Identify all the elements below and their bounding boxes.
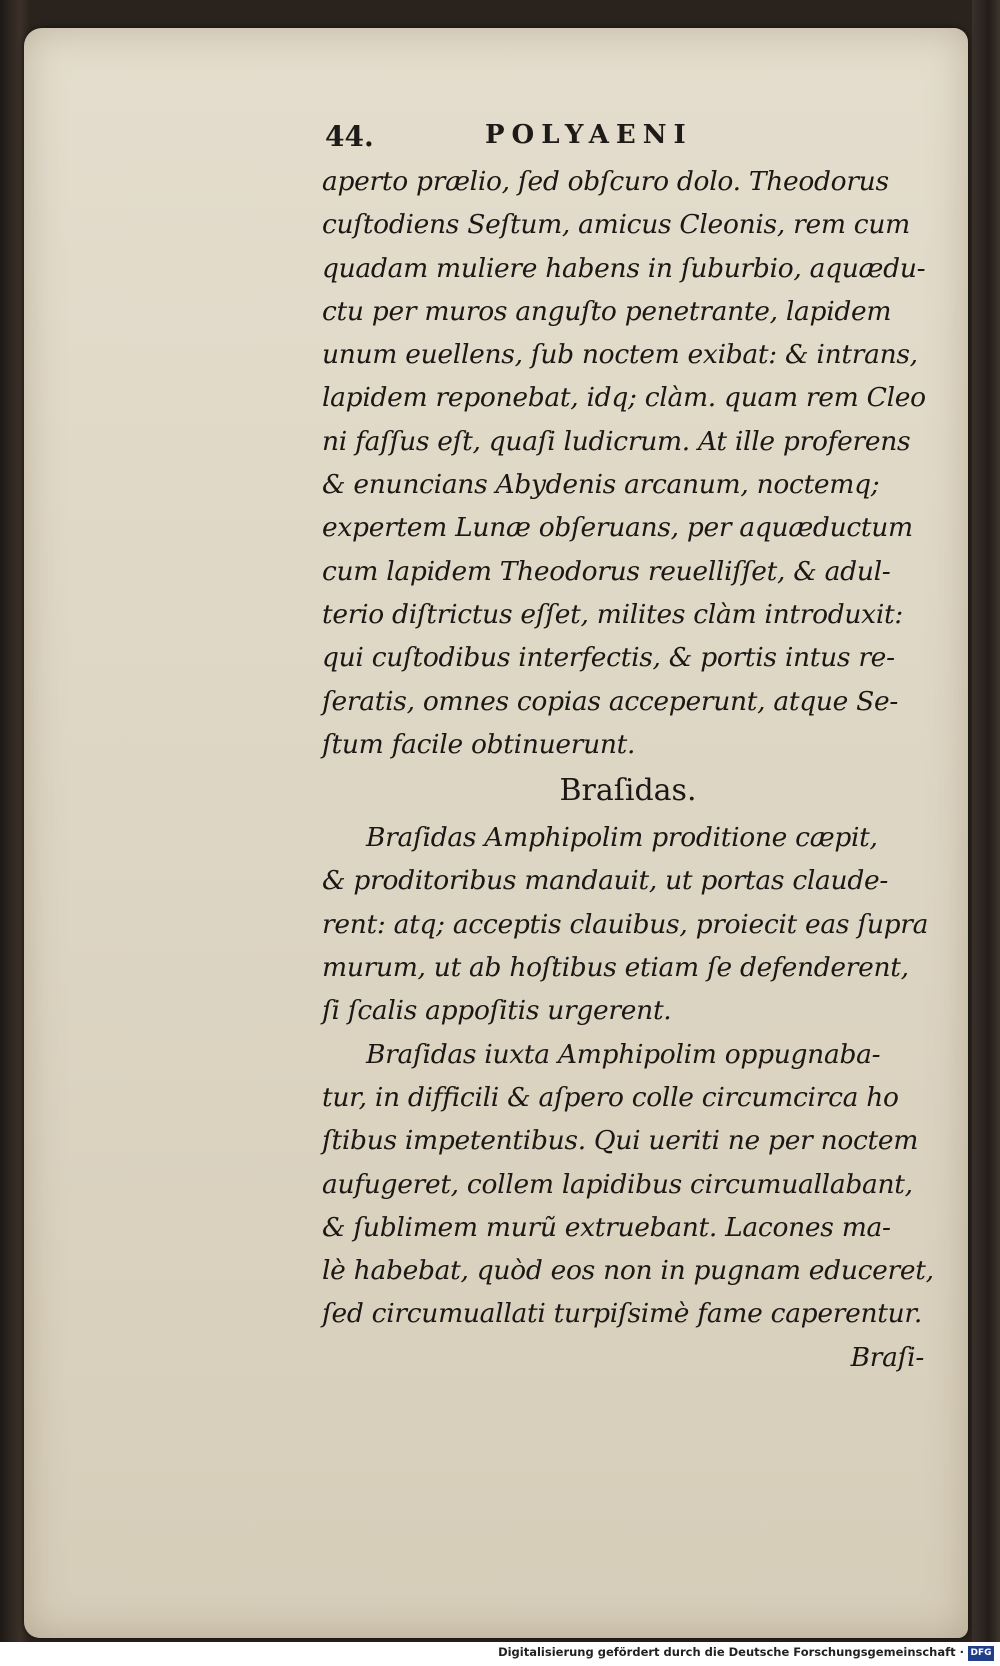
text-line: quadam muliere habens in ſuburbio, aquædu- xyxy=(322,252,926,284)
page-header xyxy=(325,120,925,154)
text-line: & enuncians Abydenis arcanum, noctemq; xyxy=(322,469,880,501)
text-line: ctu per muros anguſto penetrante, lapidem xyxy=(322,295,892,327)
text-line: tur, in difficili & aſpero colle circumcirca ho xyxy=(322,1081,899,1113)
text-line: & proditoribus mandauit, ut portas claude- xyxy=(322,865,889,897)
section-heading: Braſidas. xyxy=(559,773,697,809)
text-line: lapidem reponebat, idq; clàm. quam rem Cleo xyxy=(322,382,926,414)
text-line: aufugeret, collem lapidibus circumuallabant, xyxy=(322,1168,913,1200)
book-edge xyxy=(972,0,1000,1666)
text-line: ſtum facile obtinuerunt. xyxy=(322,728,636,760)
text-line: expertem Lunæ obſeruans, per aquæductum xyxy=(322,512,913,544)
text-line: aperto prælio, ſed obſcuro dolo. Theodorus xyxy=(322,166,889,197)
text-line: ni faſſus eſt, quaſi ludicrum. At ille proferens xyxy=(322,425,911,457)
footer-credit: Digitalisierung gefördert durch die Deutsche Forschungsgemeinschaft · xyxy=(498,1645,964,1659)
text-line: ſed circumuallati turpiſsimè fame caperentur. xyxy=(322,1298,922,1330)
paragraph-first-line: Braſidas iuxta Amphipolim oppugnaba- xyxy=(366,1038,881,1070)
text-line: & ſublimem murũ extruebant. Lacones ma- xyxy=(322,1211,891,1243)
text-line: unum euellens, ſub noctem exibat: & intrans, xyxy=(322,339,918,371)
paragraph-first-line: Braſidas Amphipolim proditione cæpit, xyxy=(366,822,878,854)
text-line: ſtibus impetentibus. Qui ueriti ne per noctem xyxy=(322,1125,919,1157)
page-number: 44. xyxy=(325,120,374,153)
text-line: murum, ut ab hoſtibus etiam ſe defenderent, xyxy=(322,952,909,984)
text-line: cuſtodiens Seſtum, amicus Cleonis, rem cum xyxy=(322,209,910,241)
digitization-footer xyxy=(0,1642,1000,1666)
catchword: Braſi- xyxy=(850,1341,924,1373)
running-head: POLYAENI xyxy=(485,120,693,150)
text-line: qui cuſtodibus interfectis, & portis intus re- xyxy=(322,642,895,674)
text-line: cum lapidem Theodorus reuelliſſet, & adul- xyxy=(322,555,891,587)
text-line: ſi ſcalis appoſitis urgerent. xyxy=(322,995,672,1027)
text-line: rent: atq; acceptis clauibus, proiecit eas ſupra xyxy=(322,908,929,940)
text-line: terio diſtrictus eſſet, milites clàm introduxit: xyxy=(322,598,903,630)
text-line: ſeratis, omnes copias acceperunt, atque Se- xyxy=(322,685,899,717)
dfg-logo: DFG xyxy=(968,1646,994,1661)
text-line: lè habebat, quòd eos non in pugnam educeret, xyxy=(322,1255,934,1287)
body-text xyxy=(322,160,934,1379)
